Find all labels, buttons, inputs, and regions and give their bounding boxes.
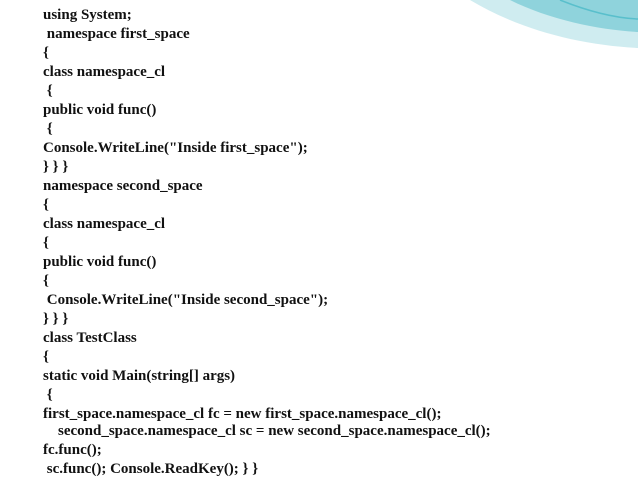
code-slide: using System; namespace first_space { class namespace_cl { public void func() { Console.WriteLine("Inside first_space"); } } } namespace second_space { class namespace_cl { public void func() { Console.WriteLine("Inside second_space"); } } } class TestClass { static void Main(string[] args) { first_space.namespace_cl fc = new first_space.namespace_cl(); second_space.namespace_cl sc = new second_space.namespace_cl(); fc.func(); sc.func(); Console.ReadKey(); } } <box>43 7 491 477</box>
